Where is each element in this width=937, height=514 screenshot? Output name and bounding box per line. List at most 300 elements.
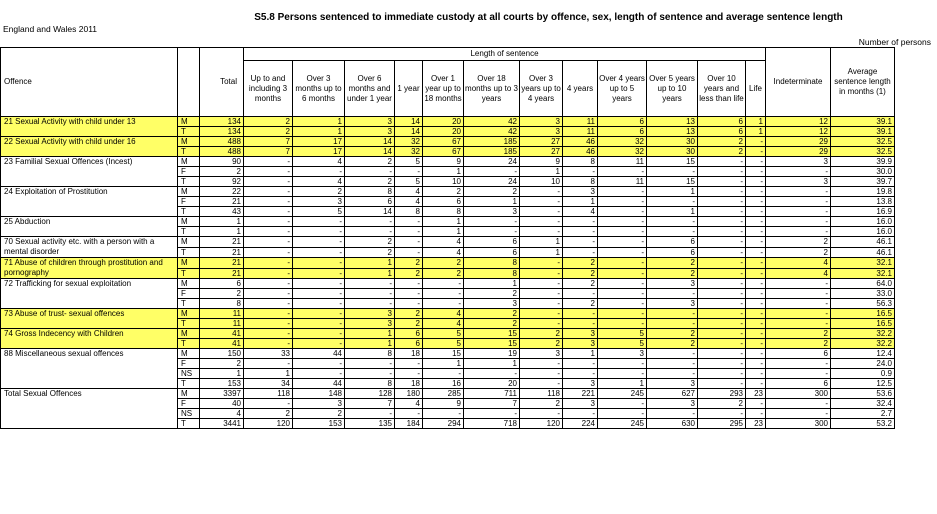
sex-cell: M bbox=[178, 279, 200, 289]
value-cell: 30 bbox=[647, 147, 698, 157]
value-cell: - bbox=[244, 247, 293, 258]
value-cell: 3 bbox=[563, 187, 598, 197]
value-cell: - bbox=[746, 299, 766, 309]
value-cell: - bbox=[647, 197, 698, 207]
value-cell: 67 bbox=[423, 147, 464, 157]
value-cell: 12.5 bbox=[831, 379, 895, 389]
value-cell: - bbox=[698, 339, 746, 349]
value-cell: 6 bbox=[766, 379, 831, 389]
value-cell: 5 bbox=[293, 207, 345, 217]
value-cell: 2 bbox=[395, 309, 423, 319]
sex-cell: F bbox=[178, 197, 200, 207]
value-cell: 6 bbox=[395, 339, 423, 349]
value-cell: - bbox=[746, 319, 766, 329]
value-cell: - bbox=[746, 329, 766, 339]
value-cell: 1 bbox=[520, 237, 563, 248]
value-cell: 90 bbox=[200, 157, 244, 167]
value-cell: - bbox=[766, 359, 831, 369]
value-cell: 3 bbox=[563, 329, 598, 339]
value-cell: 285 bbox=[423, 389, 464, 399]
value-cell: 39.1 bbox=[831, 117, 895, 127]
value-cell: - bbox=[520, 197, 563, 207]
sex-cell: M bbox=[178, 237, 200, 248]
length-col-header: Over 4 years up to 5 years bbox=[598, 61, 647, 117]
value-cell: 1 bbox=[200, 217, 244, 227]
value-cell: - bbox=[395, 167, 423, 177]
sex-cell: M bbox=[178, 157, 200, 167]
value-cell: 1 bbox=[244, 369, 293, 379]
value-cell: - bbox=[423, 299, 464, 309]
value-cell: 2 bbox=[766, 339, 831, 349]
value-cell: - bbox=[244, 279, 293, 289]
value-cell: 4 bbox=[395, 197, 423, 207]
value-cell: 293 bbox=[698, 389, 746, 399]
value-cell: 13 bbox=[647, 127, 698, 137]
value-cell: - bbox=[293, 369, 345, 379]
offence-cell: 72 Trafficking for sexual exploitation bbox=[1, 279, 178, 309]
value-cell: 627 bbox=[647, 389, 698, 399]
value-cell: 150 bbox=[200, 349, 244, 359]
value-cell: - bbox=[698, 237, 746, 248]
value-cell: - bbox=[244, 187, 293, 197]
value-cell: 10 bbox=[423, 177, 464, 187]
value-cell: - bbox=[395, 217, 423, 227]
value-cell: 3 bbox=[293, 399, 345, 409]
value-cell: 118 bbox=[244, 389, 293, 399]
value-cell: 1 bbox=[598, 379, 647, 389]
value-cell: 2 bbox=[244, 117, 293, 127]
value-cell: - bbox=[766, 399, 831, 409]
value-cell: 9 bbox=[423, 157, 464, 167]
value-cell: 1 bbox=[464, 359, 520, 369]
value-cell: - bbox=[293, 299, 345, 309]
value-cell: - bbox=[345, 409, 395, 419]
value-cell: 15 bbox=[647, 177, 698, 187]
value-cell: - bbox=[698, 207, 746, 217]
value-cell: - bbox=[293, 258, 345, 269]
value-cell: - bbox=[698, 227, 746, 237]
value-cell: 8 bbox=[563, 177, 598, 187]
value-cell: - bbox=[520, 289, 563, 299]
value-cell: 6 bbox=[464, 247, 520, 258]
value-cell: - bbox=[647, 227, 698, 237]
value-cell: - bbox=[520, 268, 563, 279]
value-cell: 21 bbox=[200, 268, 244, 279]
value-cell: 1 bbox=[563, 197, 598, 207]
value-cell: 3 bbox=[464, 207, 520, 217]
value-cell: 8 bbox=[395, 207, 423, 217]
value-cell: 3 bbox=[647, 279, 698, 289]
value-cell: - bbox=[698, 319, 746, 329]
value-cell: 16.0 bbox=[831, 217, 895, 227]
value-cell: - bbox=[746, 177, 766, 187]
value-cell: - bbox=[395, 289, 423, 299]
value-cell: 2 bbox=[698, 147, 746, 157]
table-row bbox=[1, 258, 895, 269]
value-cell: - bbox=[698, 268, 746, 279]
value-cell: - bbox=[598, 167, 647, 177]
value-cell: - bbox=[293, 217, 345, 227]
value-cell: 1 bbox=[423, 359, 464, 369]
value-cell: 134 bbox=[200, 117, 244, 127]
value-cell: - bbox=[647, 369, 698, 379]
length-col-header: Over 3 years up to 4 years bbox=[520, 61, 563, 117]
sex-cell: F bbox=[178, 399, 200, 409]
value-cell: - bbox=[698, 279, 746, 289]
value-cell: - bbox=[746, 309, 766, 319]
sex-cell: F bbox=[178, 167, 200, 177]
offence-cell: 23 Familial Sexual Offences (Incest) bbox=[1, 157, 178, 187]
value-cell: 3 bbox=[563, 399, 598, 409]
value-cell: - bbox=[598, 309, 647, 319]
value-cell: 11 bbox=[598, 177, 647, 187]
value-cell: 3 bbox=[563, 339, 598, 349]
value-cell: 1 bbox=[423, 167, 464, 177]
value-cell: 2 bbox=[766, 247, 831, 258]
value-cell: 2 bbox=[200, 167, 244, 177]
value-cell: - bbox=[698, 217, 746, 227]
table-row bbox=[1, 237, 895, 248]
value-cell: - bbox=[395, 279, 423, 289]
value-cell: - bbox=[423, 369, 464, 379]
value-cell: 8 bbox=[345, 187, 395, 197]
value-cell: - bbox=[244, 227, 293, 237]
value-cell: 39.1 bbox=[831, 127, 895, 137]
value-cell: 6 bbox=[345, 197, 395, 207]
value-cell: 14 bbox=[345, 207, 395, 217]
value-cell: 148 bbox=[293, 389, 345, 399]
value-cell: - bbox=[520, 258, 563, 269]
value-cell: 46 bbox=[563, 147, 598, 157]
value-cell: - bbox=[766, 319, 831, 329]
value-cell: 21 bbox=[200, 237, 244, 248]
value-cell: 11 bbox=[563, 117, 598, 127]
value-cell: - bbox=[244, 289, 293, 299]
offence-cell: 24 Exploitation of Prostitution bbox=[1, 187, 178, 217]
value-cell: - bbox=[746, 339, 766, 349]
value-cell: - bbox=[746, 167, 766, 177]
value-cell: 3 bbox=[464, 299, 520, 309]
value-cell: 3 bbox=[345, 117, 395, 127]
sex-cell: M bbox=[178, 117, 200, 127]
offence-cell: 25 Abduction bbox=[1, 217, 178, 237]
value-cell: 1 bbox=[464, 197, 520, 207]
value-cell: 3397 bbox=[200, 389, 244, 399]
sex-cell: T bbox=[178, 339, 200, 349]
value-cell: 20 bbox=[464, 379, 520, 389]
value-cell: 1 bbox=[520, 167, 563, 177]
value-cell: 3441 bbox=[200, 419, 244, 429]
value-cell: 9 bbox=[520, 157, 563, 167]
value-cell: - bbox=[563, 217, 598, 227]
value-cell: - bbox=[563, 237, 598, 248]
value-cell: - bbox=[598, 207, 647, 217]
value-cell: 6 bbox=[647, 247, 698, 258]
value-cell: - bbox=[746, 359, 766, 369]
sex-cell: NS bbox=[178, 409, 200, 419]
value-cell: - bbox=[598, 197, 647, 207]
value-cell: - bbox=[293, 339, 345, 349]
value-cell: 2 bbox=[563, 299, 598, 309]
value-cell: - bbox=[698, 369, 746, 379]
value-cell: - bbox=[647, 349, 698, 359]
sex-cell: M bbox=[178, 389, 200, 399]
value-cell: 4 bbox=[563, 207, 598, 217]
value-cell: - bbox=[345, 167, 395, 177]
value-cell: 4 bbox=[423, 237, 464, 248]
value-cell: - bbox=[244, 329, 293, 339]
value-cell: 185 bbox=[464, 137, 520, 147]
value-cell: 120 bbox=[520, 419, 563, 429]
value-cell: 32 bbox=[395, 137, 423, 147]
offence-cell: 73 Abuse of trust- sexual offences bbox=[1, 309, 178, 329]
value-cell: 29 bbox=[766, 137, 831, 147]
value-cell: - bbox=[746, 187, 766, 197]
value-cell: - bbox=[746, 197, 766, 207]
value-cell: - bbox=[345, 227, 395, 237]
offence-header: Offence bbox=[1, 48, 178, 117]
sex-cell: M bbox=[178, 187, 200, 197]
value-cell: 300 bbox=[766, 419, 831, 429]
value-cell: - bbox=[598, 299, 647, 309]
value-cell: 20 bbox=[423, 117, 464, 127]
value-cell: - bbox=[647, 309, 698, 319]
value-cell: - bbox=[395, 359, 423, 369]
value-cell: 5 bbox=[598, 339, 647, 349]
value-cell: - bbox=[766, 227, 831, 237]
value-cell: - bbox=[395, 409, 423, 419]
value-cell: 2 bbox=[395, 258, 423, 269]
value-cell: 15 bbox=[647, 157, 698, 167]
sex-cell: NS bbox=[178, 369, 200, 379]
value-cell: 2 bbox=[464, 319, 520, 329]
value-cell: - bbox=[746, 379, 766, 389]
value-cell: 224 bbox=[563, 419, 598, 429]
value-cell: - bbox=[746, 349, 766, 359]
value-cell: 14 bbox=[395, 117, 423, 127]
sex-cell: T bbox=[178, 319, 200, 329]
sex-cell: F bbox=[178, 359, 200, 369]
region-label: England and Wales 2011 bbox=[3, 24, 98, 34]
value-cell: 43 bbox=[200, 207, 244, 217]
value-cell: - bbox=[598, 319, 647, 329]
value-cell: 2 bbox=[244, 409, 293, 419]
value-cell: 3 bbox=[293, 197, 345, 207]
value-cell: 23 bbox=[746, 389, 766, 399]
value-cell: - bbox=[520, 379, 563, 389]
value-cell: - bbox=[698, 289, 746, 299]
value-cell: 3 bbox=[647, 379, 698, 389]
value-cell: - bbox=[520, 227, 563, 237]
value-cell: - bbox=[520, 299, 563, 309]
length-col-header: Over 5 years up to 10 years bbox=[647, 61, 698, 117]
sex-cell: T bbox=[178, 227, 200, 237]
page-title: S5.8 Persons sentenced to immediate custody at all courts by offence, sex, length of sentence and average sentence length bbox=[254, 12, 843, 23]
value-cell: 10 bbox=[520, 177, 563, 187]
value-cell: - bbox=[766, 167, 831, 177]
offence-cell: 74 Gross Indecency with Children bbox=[1, 329, 178, 349]
value-cell: 1 bbox=[746, 127, 766, 137]
value-cell: - bbox=[563, 227, 598, 237]
sex-cell: M bbox=[178, 137, 200, 147]
value-cell: 1 bbox=[200, 227, 244, 237]
value-cell: 2 bbox=[647, 268, 698, 279]
value-cell: 4 bbox=[766, 268, 831, 279]
value-cell: 17 bbox=[293, 137, 345, 147]
value-cell: 6 bbox=[698, 117, 746, 127]
value-cell: - bbox=[244, 339, 293, 349]
value-cell: 153 bbox=[293, 419, 345, 429]
value-cell: - bbox=[293, 268, 345, 279]
value-cell: 2 bbox=[395, 268, 423, 279]
value-cell: 1 bbox=[345, 339, 395, 349]
value-cell: 16.0 bbox=[831, 227, 895, 237]
value-cell: 32.1 bbox=[831, 258, 895, 269]
table-row bbox=[1, 309, 895, 319]
value-cell: 2 bbox=[647, 329, 698, 339]
value-cell: 19 bbox=[464, 349, 520, 359]
value-cell: - bbox=[598, 237, 647, 248]
value-cell: 11 bbox=[200, 309, 244, 319]
value-cell: - bbox=[698, 349, 746, 359]
value-cell: - bbox=[746, 157, 766, 167]
value-cell: 7 bbox=[464, 399, 520, 409]
length-col-header: Over 18 months up to 3 years bbox=[464, 61, 520, 117]
value-cell: - bbox=[345, 359, 395, 369]
value-cell: 1 bbox=[345, 268, 395, 279]
value-cell: 15 bbox=[464, 339, 520, 349]
value-cell: 13.8 bbox=[831, 197, 895, 207]
value-cell: - bbox=[746, 409, 766, 419]
value-cell: - bbox=[698, 299, 746, 309]
value-cell: - bbox=[464, 227, 520, 237]
value-cell: 92 bbox=[200, 177, 244, 187]
value-cell: - bbox=[598, 258, 647, 269]
sex-cell: M bbox=[178, 349, 200, 359]
value-cell: 2 bbox=[200, 359, 244, 369]
value-cell: - bbox=[746, 399, 766, 409]
value-cell: 3 bbox=[345, 319, 395, 329]
value-cell: - bbox=[746, 227, 766, 237]
value-cell: 4 bbox=[423, 319, 464, 329]
value-cell: 42 bbox=[464, 127, 520, 137]
value-cell: 12.4 bbox=[831, 349, 895, 359]
value-cell: 64.0 bbox=[831, 279, 895, 289]
value-cell: 128 bbox=[345, 389, 395, 399]
value-cell: - bbox=[395, 369, 423, 379]
value-cell: - bbox=[598, 279, 647, 289]
table-row bbox=[1, 329, 895, 339]
value-cell: - bbox=[345, 217, 395, 227]
value-cell: 32.2 bbox=[831, 329, 895, 339]
sex-cell: M bbox=[178, 329, 200, 339]
offence-cell: 70 Sexual activity etc. with a person with a mental disorder bbox=[1, 237, 178, 258]
value-cell: 27 bbox=[520, 147, 563, 157]
value-cell: 718 bbox=[464, 419, 520, 429]
value-cell: - bbox=[698, 177, 746, 187]
value-cell: - bbox=[746, 137, 766, 147]
value-cell: - bbox=[746, 268, 766, 279]
value-cell: 4 bbox=[423, 309, 464, 319]
value-cell: 24.0 bbox=[831, 359, 895, 369]
value-cell: - bbox=[766, 187, 831, 197]
value-cell: 7 bbox=[244, 137, 293, 147]
value-cell: - bbox=[647, 289, 698, 299]
length-col-header: Over 10 years and less than life bbox=[698, 61, 746, 117]
value-cell: 185 bbox=[464, 147, 520, 157]
value-cell: 118 bbox=[520, 389, 563, 399]
value-cell: - bbox=[746, 247, 766, 258]
value-cell: 2 bbox=[520, 329, 563, 339]
value-cell: 11 bbox=[563, 127, 598, 137]
value-cell: - bbox=[746, 289, 766, 299]
value-cell: 8 bbox=[464, 268, 520, 279]
value-cell: 67 bbox=[423, 137, 464, 147]
table-row bbox=[1, 217, 895, 227]
value-cell: - bbox=[563, 319, 598, 329]
value-cell: 3 bbox=[647, 299, 698, 309]
value-cell: 3 bbox=[520, 127, 563, 137]
value-cell: - bbox=[520, 187, 563, 197]
value-cell: 11 bbox=[598, 157, 647, 167]
value-cell: - bbox=[766, 409, 831, 419]
sex-cell: T bbox=[178, 299, 200, 309]
value-cell: 2 bbox=[423, 258, 464, 269]
value-cell: 6 bbox=[698, 127, 746, 137]
value-cell: - bbox=[698, 258, 746, 269]
value-cell: - bbox=[698, 309, 746, 319]
value-cell: - bbox=[563, 309, 598, 319]
value-cell: - bbox=[766, 207, 831, 217]
value-cell: 14 bbox=[345, 137, 395, 147]
value-cell: 5 bbox=[423, 329, 464, 339]
value-cell: - bbox=[698, 409, 746, 419]
value-cell: - bbox=[647, 409, 698, 419]
value-cell: 44 bbox=[293, 379, 345, 389]
value-cell: 12 bbox=[766, 117, 831, 127]
value-cell: 42 bbox=[464, 117, 520, 127]
value-cell: - bbox=[647, 217, 698, 227]
value-cell: 32.1 bbox=[831, 268, 895, 279]
value-cell: 5 bbox=[598, 329, 647, 339]
value-cell: - bbox=[598, 409, 647, 419]
value-cell: - bbox=[520, 207, 563, 217]
value-cell: - bbox=[563, 289, 598, 299]
value-cell: - bbox=[293, 247, 345, 258]
value-cell: 24 bbox=[464, 157, 520, 167]
value-cell: 5 bbox=[423, 339, 464, 349]
value-cell: 5 bbox=[395, 157, 423, 167]
value-cell: 16 bbox=[423, 379, 464, 389]
value-cell: - bbox=[395, 237, 423, 248]
sex-cell: T bbox=[178, 127, 200, 137]
value-cell: 1 bbox=[345, 329, 395, 339]
offence-cell: 21 Sexual Activity with child under 13 bbox=[1, 117, 178, 137]
value-cell: 2 bbox=[563, 268, 598, 279]
value-cell: 2 bbox=[647, 339, 698, 349]
value-cell: 32.5 bbox=[831, 137, 895, 147]
table-row bbox=[1, 157, 895, 167]
value-cell: 41 bbox=[200, 339, 244, 349]
value-cell: - bbox=[244, 167, 293, 177]
value-cell: - bbox=[520, 369, 563, 379]
value-cell: - bbox=[423, 409, 464, 419]
value-cell: 8 bbox=[200, 299, 244, 309]
value-cell: 8 bbox=[464, 258, 520, 269]
value-cell: 32.2 bbox=[831, 339, 895, 349]
length-col-header: Over 3 months up to 6 months bbox=[293, 61, 345, 117]
value-cell: - bbox=[698, 157, 746, 167]
